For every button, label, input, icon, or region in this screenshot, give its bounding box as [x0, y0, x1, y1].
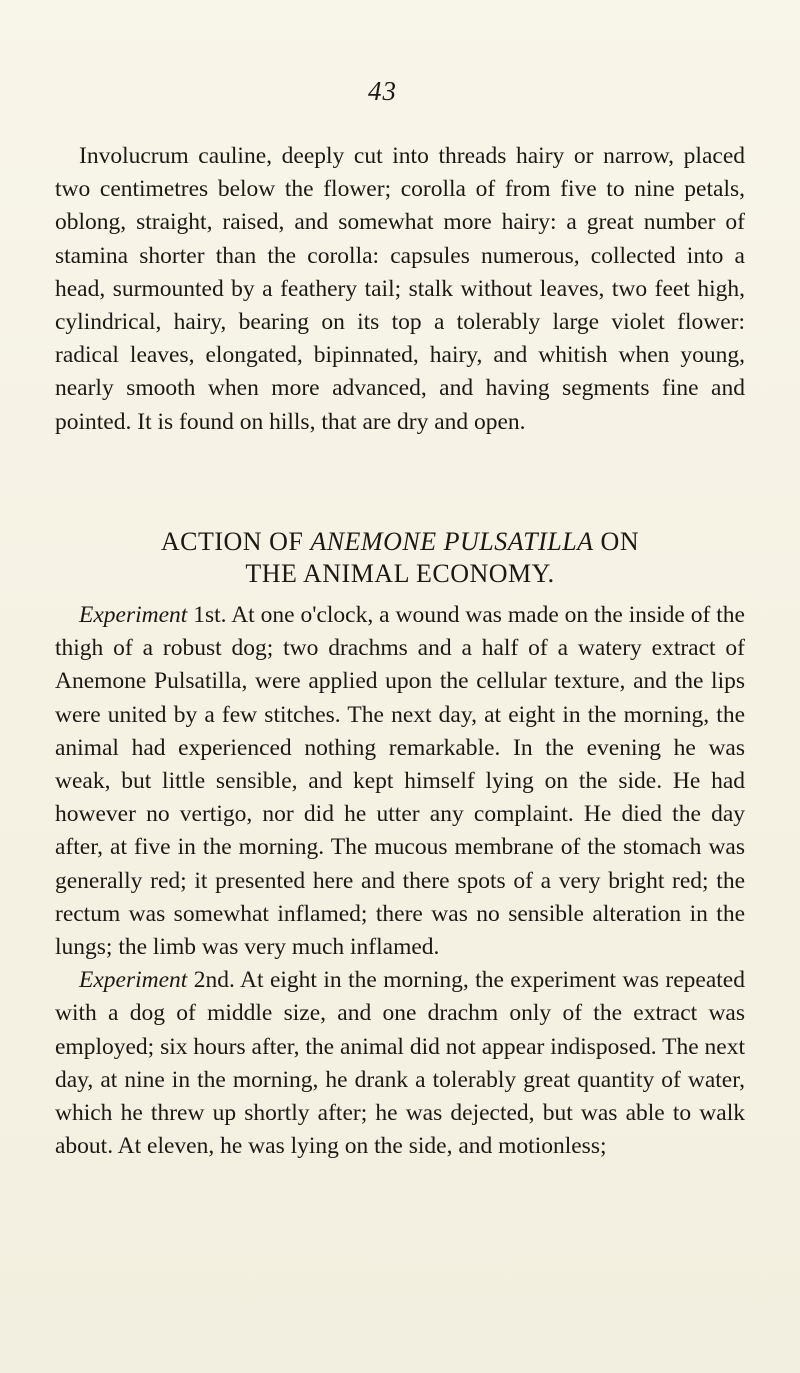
experiment-text: At one o'clock, a wound was made on the inside of the thigh of a robust dog; two drachms and a half of a watery extract of Anemone Pulsatilla, were applied upon the cellular texture, and the lips were united by a few stitches. The next day, at eight in the morning, the animal had experienced nothing remarkable. In the evening he was weak, but little sensible, and kept himself lying on the side. He had however no vertigo, nor did he utter any complaint. He died the day after, at five in the morning. The mucous membrane of the stomach was generally red; it presented here and there spots of a very bright red; the rectum was somewhat inflamed; there was no sensible alteration in the lungs; the limb was very much inflamed. [55, 602, 745, 961]
experiment-number: 1st. [193, 602, 227, 628]
page-number: 43 [368, 76, 397, 106]
intro-paragraph: Involucrum cauline, deeply cut into threads hairy or narrow, placed two centimetres below the flower; corolla of from five to nine petals, oblong, straight, raised, and somewhat more hairy: a great number of stamina shorter than the corolla: capsules numerous, collected into a head, surmounted by a feathery tail; stalk without leaves, two feet high, cylindrical, hairy, bearing on its top a tolerably large violet flower: radical leaves, elongated, bipinnated, hairy, and whitish when young, nearly smooth when more advanced, and having segments fine and pointed. It is found on hills, that are dry and open. [55, 143, 745, 435]
heading-species: ANEMONE PULSATILLA [310, 527, 594, 556]
experiment-label: Experiment [79, 967, 188, 994]
experiment-paragraph [55, 599, 745, 964]
experiment-text: At eight in the morning, the experiment was repeated with a dog of middle size, and one drachm only of the extract was employed; six hours after, the animal did not appear indisposed. The next day, at nine in the morning, he drank a tolerably great quantity of water, which he threw up shortly after; he was dejected, but was able to walk about. At eleven, he was lying on the side, and motionless; [55, 967, 745, 1160]
heading-prefix: ACTION OF [160, 527, 304, 556]
experiment-label: Experiment [79, 602, 188, 628]
experiments [55, 599, 745, 1163]
section-heading [40, 526, 760, 590]
heading-suffix: ON [600, 527, 640, 556]
heading-line-2: THE ANIMAL ECONOMY. [245, 559, 555, 588]
experiment-number: 2nd. [193, 967, 235, 994]
heading-line-1 [40, 526, 760, 558]
experiment-paragraph [55, 964, 745, 1163]
